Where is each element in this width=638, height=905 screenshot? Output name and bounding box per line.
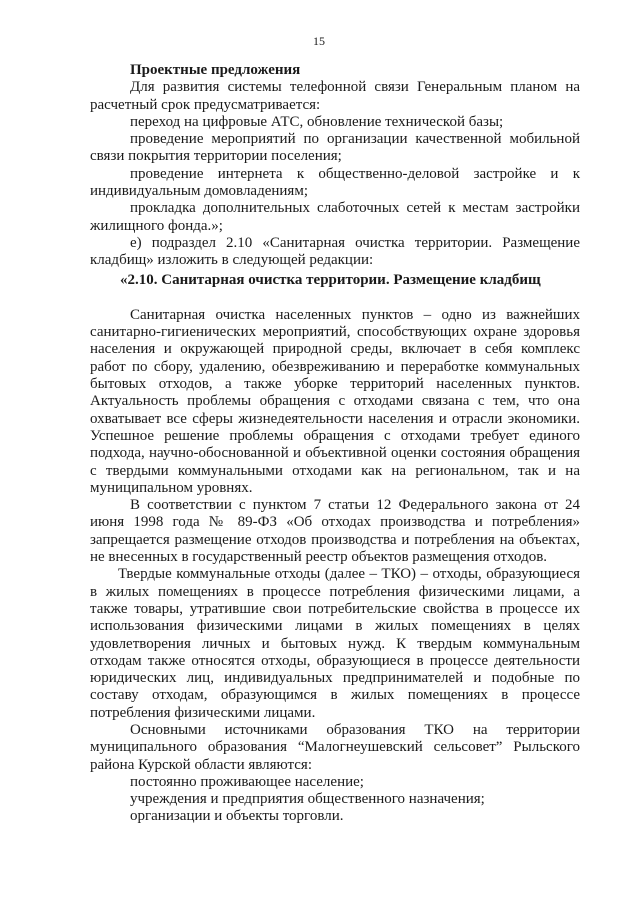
list-item-institutions: учреждения и предприятия общественного назначения; bbox=[130, 791, 485, 808]
heading-section-2-10: «2.10. Санитарная очистка территории. Размещение кладбищ bbox=[120, 271, 541, 288]
para-tko-sources: Основными источниками образования ТКО на территории муниципального образования “Малогнеушевский сельсовет” Рыльского района Курской области являются: bbox=[90, 721, 580, 773]
list-item-mobile-coverage: проведение мероприятий по организации качественной мобильной связи покрытия территории поселения; bbox=[90, 131, 580, 165]
para-sanitary-cleaning: Санитарная очистка населенных пунктов – одно из важнейших санитарно-гигиенических мероприятий, способствующих охране здоровья населения и окружающей природной среды, включает в себя комплекс работ по сбору, удалению, обезвреживанию и переработке коммунальных бытовых отходов, а также уборке территорий населенных пунктов. Актуальность проблемы обращения с отходами связана с тем, что она охватывает все сферы жизнедеятельности населения и отрасли экономики. Успешное решение проблемы обращения с отходами требует единого подхода, научно-обоснованной и объективной оценки состояния обращения с твердыми коммунальными отходами как на региональном, так и на муниципальном уровнях. bbox=[90, 306, 580, 496]
list-item-population: постоянно проживающее население; bbox=[130, 773, 364, 790]
list-item-digital-ats: переход на цифровые АТС, обновление технической базы; bbox=[130, 113, 504, 130]
list-item-trade: организации и объекты торговли. bbox=[130, 808, 344, 825]
list-item-internet: проведение интернета к общественно-деловой застройке и к индивидуальным домовладениям; bbox=[90, 165, 580, 200]
list-item-low-current-networks: прокладка дополнительных слаботочных сетей к местам застройки жилищного фонда.»; bbox=[90, 200, 580, 234]
para-federal-law: В соответствии с пунктом 7 статьи 12 Федерального закона от 24 июня 1998 года № 89-ФЗ «Об отходах производства и потребления» запрещается размещение отходов производства и потребления на объектах, не внесенных в государственный реестр объектов размещения отходов. bbox=[90, 497, 580, 566]
page-number: 15 bbox=[313, 34, 325, 48]
para-tko-definition: Твердые коммунальные отходы (далее – ТКО) – отходы, образующиеся в жилых помещениях в процессе потребления физическими лицами, а также товары, утратившие свои потребительские свойства в процессе их использования физическими лицами в жилых помещениях в целях удовлетворения личных и бытовых нужд. К твердым коммунальным отходам также относятся отходы, образующиеся в процессе деятельности юридических лиц, индивидуальных предпринимателей и подобные по составу отходам, образующимся в жилых помещениях в процессе потребления физическими лицами. bbox=[90, 566, 580, 721]
document-body bbox=[90, 62, 580, 826]
para-intro: Для развития системы телефонной связи Генеральным планом на расчетный срок предусматривается: bbox=[90, 79, 580, 113]
heading-proposals: Проектные предложения bbox=[130, 62, 301, 78]
para-subsection-e: е) подраздел 2.10 «Санитарная очистка территории. Размещение кладбищ» изложить в следующей редакции: bbox=[90, 234, 580, 269]
